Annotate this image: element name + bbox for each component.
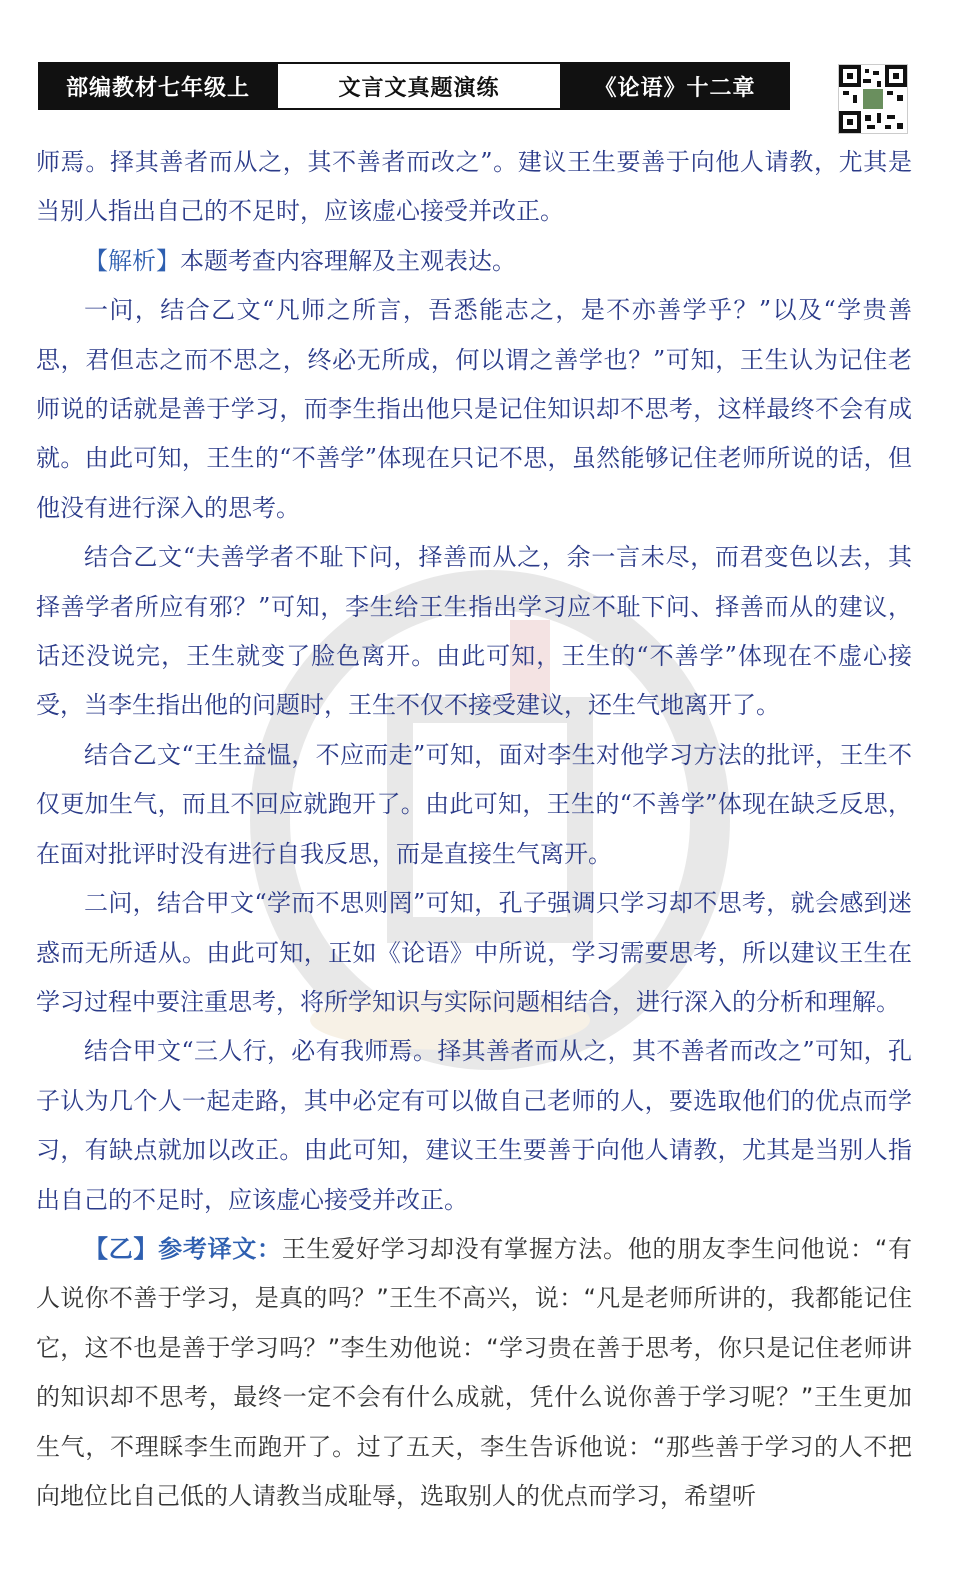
qr-code-icon bbox=[838, 64, 908, 134]
analysis-paragraph-3: 结合乙文“王生益愠，不应而走”可知，面对李生对他学习方法的批评，王生不仅更加生气，而且不回应就跑开了。由此可知，王生的“不善学”体现在缺乏反思，在面对批评时没有进行自我反思，而是直接生气离开。 bbox=[36, 740, 912, 868]
translation-paragraph bbox=[36, 1225, 912, 1521]
document-body bbox=[36, 138, 912, 1521]
analysis-paragraph-4: 二问，结合甲文“学而不思则罔”可知，孔子强调只学习却不思考，就会感到迷惑而无所适从。由此可知，正如《论语》中所说，学习需要思考，所以建议王生在学习过程中要注重思考，将所学知识与实际问题相结合，进行深入的分析和理解。 bbox=[36, 889, 912, 1016]
analysis-paragraph-5: 结合甲文“三人行，必有我师焉。择其善者而从之，其不善者而改之”可知，孔子认为几个人一起走路，其中必定有可以做自己老师的人，要选取他们的优点而学习，有缺点就加以改正。由此可知，建议王生要善于向他人请教，尤其是当别人指出自己的不足时，应该虚心接受并改正。 bbox=[36, 1037, 912, 1214]
header-grade: 部编教材七年级上 bbox=[40, 64, 276, 108]
header-section: 文言文真题演练 bbox=[276, 64, 562, 108]
header-bar bbox=[38, 62, 790, 110]
analysis-label: 【解析】 bbox=[84, 246, 180, 275]
analysis-paragraph-2: 结合乙文“夫善学者不耻下问，择善而从之，余一言未尽，而君变色以去，其择善学者所应有邪？”可知，李生给王生指出学习应不耻下问、择善而从的建议，话还没说完，王生就变了脸色离开。由此可知，王生的“不善学”体现在不虚心接受，当李生指出他的问题时，王生不仅不接受建议，还生气地离开了。 bbox=[36, 543, 912, 720]
header-chapter: 《论语》十二章 bbox=[562, 64, 788, 108]
paragraph-continuation: 师焉。择其善者而从之，其不善者而改之”。建议王生要善于向他人请教，尤其是当别人指出自己的不足时，应该虚心接受并改正。 bbox=[36, 148, 912, 226]
translation-text: 王生爱好学习却没有掌握方法。他的朋友李生问他说：“有人说你不善于学习，是真的吗？”王生不高兴，说：“凡是老师所讲的，我都能记住它，这不也是善于学习吗？”李生劝他说：“学习贵在善于思考，你只是记住老师讲的知识却不思考，最终一定不会有什么成就，凭什么说你善于学习呢？”王生更加生气，不理睬李生而跑开了。过了五天，李生告诉他说：“那些善于学习的人不把向地位比自己低的人请教当成耻辱，选取别人的优点而学习，希望听 bbox=[36, 1234, 913, 1510]
analysis-heading-paragraph bbox=[36, 237, 912, 286]
analysis-intro: 本题考查内容理解及主观表达。 bbox=[180, 246, 516, 275]
analysis-paragraph-1: 一问，结合乙文“凡师之所言，吾悉能志之，是不亦善学乎？”以及“学贵善思，君但志之而不思之，终必无所成，何以谓之善学也？”可知，王生认为记住老师说的话就是善于学习，而李生指出他只是记住知识却不思考，这样最终不会有成就。由此可知，王生的“不善学”体现在只记不思，虽然能够记住老师所说的话，但他没有进行深入的思考。 bbox=[36, 296, 912, 522]
translation-label: 【乙】参考译文： bbox=[84, 1234, 282, 1263]
